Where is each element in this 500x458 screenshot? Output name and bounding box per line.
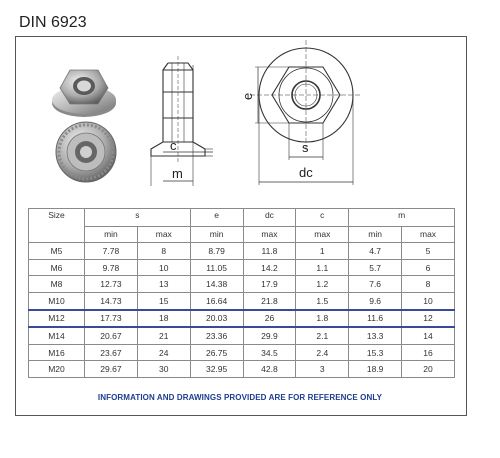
size-cell: M5 [29, 243, 85, 260]
value-cell: 20 [402, 361, 455, 378]
size-cell: M8 [29, 276, 85, 293]
table-row-highlighted [29, 310, 455, 328]
header-size: Size [29, 209, 85, 243]
size-cell: M12 [29, 310, 85, 328]
header-dc: dc [243, 209, 296, 227]
size-cell: M20 [29, 361, 85, 378]
table-row [29, 292, 455, 309]
value-cell: 42.8 [243, 361, 296, 378]
value-cell: 5.7 [349, 259, 402, 276]
value-cell: 17.73 [85, 310, 138, 328]
value-cell: 34.5 [243, 344, 296, 361]
value-cell: 14 [402, 327, 455, 344]
subheader-cell: min [349, 226, 402, 243]
value-cell: 16 [402, 344, 455, 361]
size-cell: M14 [29, 327, 85, 344]
value-cell: 2.1 [296, 327, 349, 344]
header-e: e [190, 209, 243, 227]
value-cell: 7.78 [85, 243, 138, 260]
value-cell: 18.9 [349, 361, 402, 378]
value-cell: 9.6 [349, 292, 402, 309]
table-row [29, 259, 455, 276]
value-cell: 8.79 [190, 243, 243, 260]
value-cell: 21.8 [243, 292, 296, 309]
value-cell: 17.9 [243, 276, 296, 293]
size-cell: M10 [29, 292, 85, 309]
value-cell: 18 [137, 310, 190, 328]
dimension-table [28, 208, 455, 378]
header-m: m [349, 209, 455, 227]
value-cell: 14.2 [243, 259, 296, 276]
subheader-cell: max [402, 226, 455, 243]
value-cell: 6 [402, 259, 455, 276]
value-cell: 21 [137, 327, 190, 344]
value-cell: 20.03 [190, 310, 243, 328]
value-cell: 1 [296, 243, 349, 260]
value-cell: 8 [402, 276, 455, 293]
table-row [29, 327, 455, 344]
value-cell: 24 [137, 344, 190, 361]
value-cell: 29.9 [243, 327, 296, 344]
document-title: DIN 6923 [19, 14, 87, 31]
header-s: s [85, 209, 191, 227]
value-cell: 5 [402, 243, 455, 260]
value-cell: 15 [137, 292, 190, 309]
subheader-cell: max [296, 226, 349, 243]
value-cell: 10 [137, 259, 190, 276]
dim-label-c: c [170, 138, 177, 153]
value-cell: 2.4 [296, 344, 349, 361]
value-cell: 1.5 [296, 292, 349, 309]
dim-label-s: s [302, 140, 309, 155]
value-cell: 30 [137, 361, 190, 378]
value-cell: 13 [137, 276, 190, 293]
table-header-row [29, 209, 455, 227]
value-cell: 26.75 [190, 344, 243, 361]
value-cell: 29.67 [85, 361, 138, 378]
table-row [29, 243, 455, 260]
value-cell: 1.1 [296, 259, 349, 276]
dim-label-m: m [172, 166, 183, 181]
value-cell: 15.3 [349, 344, 402, 361]
subheader-cell: min [190, 226, 243, 243]
dim-label-dc: dc [299, 165, 313, 180]
dim-label-e: e [240, 92, 255, 100]
value-cell: 32.95 [190, 361, 243, 378]
value-cell: 16.64 [190, 292, 243, 309]
top-view-drawing [250, 40, 362, 185]
value-cell: 11.6 [349, 310, 402, 328]
header-c: c [296, 209, 349, 227]
value-cell: 1.2 [296, 276, 349, 293]
subheader-cell: min [85, 226, 138, 243]
table-row [29, 276, 455, 293]
value-cell: 3 [296, 361, 349, 378]
flange-nut-photo-serrated [56, 122, 116, 182]
table-row [29, 344, 455, 361]
value-cell: 14.38 [190, 276, 243, 293]
value-cell: 13.3 [349, 327, 402, 344]
flange-nut-photo-top [52, 70, 116, 117]
size-cell: M16 [29, 344, 85, 361]
table-subheader-row [29, 226, 455, 243]
size-cell: M6 [29, 259, 85, 276]
value-cell: 14.73 [85, 292, 138, 309]
value-cell: 8 [137, 243, 190, 260]
value-cell: 9.78 [85, 259, 138, 276]
value-cell: 11.05 [190, 259, 243, 276]
table-row [29, 361, 455, 378]
value-cell: 12.73 [85, 276, 138, 293]
value-cell: 1.8 [296, 310, 349, 328]
subheader-cell: max [243, 226, 296, 243]
value-cell: 26 [243, 310, 296, 328]
value-cell: 7.6 [349, 276, 402, 293]
technical-drawings [0, 0, 500, 210]
subheader-cell: max [137, 226, 190, 243]
value-cell: 23.36 [190, 327, 243, 344]
value-cell: 23.67 [85, 344, 138, 361]
reference-disclaimer: INFORMATION AND DRAWINGS PROVIDED ARE FOR REFERENCE ONLY [97, 393, 383, 402]
value-cell: 4.7 [349, 243, 402, 260]
value-cell: 11.8 [243, 243, 296, 260]
value-cell: 10 [402, 292, 455, 309]
value-cell: 12 [402, 310, 455, 328]
value-cell: 20.67 [85, 327, 138, 344]
